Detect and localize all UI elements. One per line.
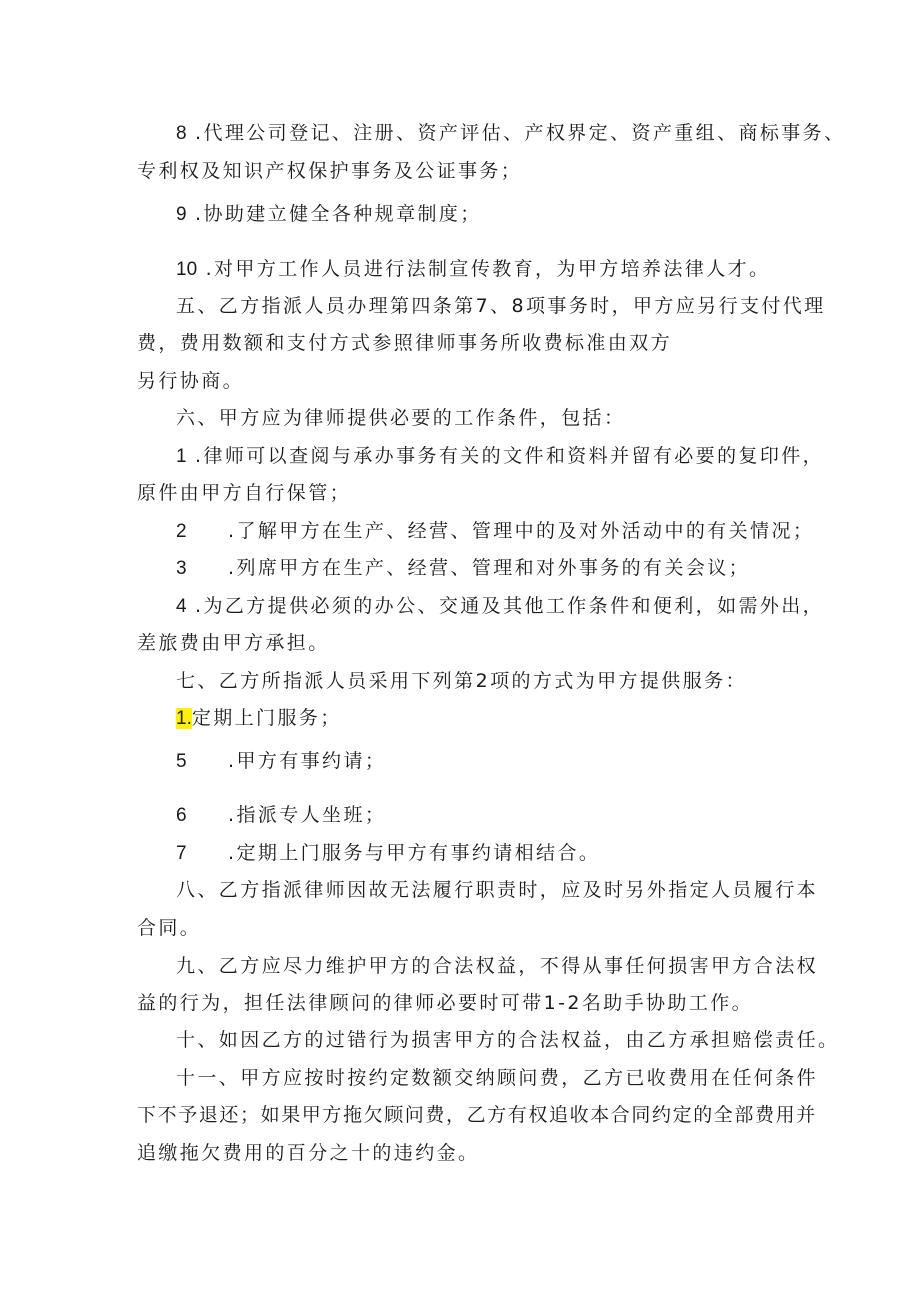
clause-10 <box>176 260 770 279</box>
line-text: 五、乙方指派人员办理第四条第7、8项事务时，甲方应另行支付代理 <box>176 295 826 317</box>
section-6-item-2 <box>176 522 814 541</box>
line-text: .列席甲方在生产、经营、管理和对外事务的有关会议； <box>228 557 751 579</box>
item-number: 10 <box>176 259 198 280</box>
item-number: 5 <box>176 751 187 772</box>
section-8-cont <box>137 919 201 938</box>
section-6-item-4 <box>176 597 824 616</box>
section-6 <box>176 409 625 428</box>
item-number: 1 <box>176 446 187 467</box>
line-text: 费，费用数额和支付方式参照律师事务所收费标准由双方 <box>137 332 673 354</box>
line-text: 差旅费由甲方承担。 <box>137 632 330 654</box>
section-5 <box>176 297 826 316</box>
section-11-cont <box>137 1106 817 1125</box>
section-10 <box>176 1031 839 1050</box>
item-number: 6 <box>176 805 187 826</box>
item-number: 4 <box>176 596 187 617</box>
section-9 <box>176 957 818 976</box>
section-6-item-4-cont <box>137 634 330 653</box>
clause-8 <box>176 124 845 143</box>
line-text: 另行协商。 <box>137 370 245 392</box>
section-11-cont-2 <box>137 1144 479 1163</box>
line-text: 十一、甲方应按时按约定数额交纳顾问费，乙方已收费用在任何条件 <box>176 1067 819 1089</box>
line-text: 下不予退还；如果甲方拖欠顾问费，乙方有权追收本合同约定的全部费用并 <box>137 1104 817 1126</box>
line-text: .了解甲方在生产、经营、管理中的及对外活动中的有关情况； <box>228 520 815 542</box>
line-text: 十、如因乙方的过错行为损害甲方的合法权益，由乙方承担赔偿责任。 <box>176 1029 840 1051</box>
line-text: .代理公司登记、注册、资产评估、产权界定、资产重组、商标事务、 <box>195 122 846 144</box>
item-number: 9 <box>176 204 187 225</box>
section-11 <box>176 1069 818 1088</box>
section-9-cont <box>137 994 753 1013</box>
line-text: 专利权及知识产权保护事务及公证事务； <box>137 160 523 182</box>
section-6-item-1 <box>176 447 824 466</box>
clause-9 <box>176 205 482 224</box>
line-text: 七、乙方所指派人员采用下列第2项的方式为甲方提供服务： <box>176 670 747 692</box>
section-7 <box>176 672 747 691</box>
line-text: .协助建立健全各种规章制度； <box>195 203 482 225</box>
line-text: .定期上门服务与甲方有事约请相结合。 <box>228 842 601 864</box>
clause-8-cont <box>137 162 522 181</box>
line-text: 合同。 <box>137 917 202 939</box>
section-5-cont-2 <box>137 372 244 391</box>
highlighted-item-number: 1. <box>176 708 192 729</box>
item-number: 2 <box>176 521 187 542</box>
line-text: .甲方有事约请； <box>228 750 387 772</box>
section-7-item-7 <box>176 844 600 863</box>
section-5-cont <box>137 334 672 353</box>
line-text: 九、乙方应尽力维护甲方的合法权益，不得从事任何损害甲方合法权 <box>176 955 819 977</box>
line-text: .指派专人坐班； <box>228 804 387 826</box>
item-number: 7 <box>176 843 187 864</box>
section-8 <box>176 881 818 900</box>
line-text: 六、甲方应为律师提供必要的工作条件，包括： <box>176 407 626 429</box>
line-text: 原件由甲方自行保管； <box>137 482 352 504</box>
line-text: .为乙方提供必须的办公、交通及其他工作条件和便利，如需外出， <box>195 595 825 617</box>
line-text: .律师可以查阅与承办事务有关的文件和资料并留有必要的复印件， <box>195 445 825 467</box>
line-text: 定期上门服务； <box>191 707 342 729</box>
section-7-item-5 <box>176 752 386 771</box>
item-number: 3 <box>176 558 187 579</box>
line-text: 八、乙方指派律师因故无法履行职责时，应及时另外指定人员履行本 <box>176 879 819 901</box>
section-7-item-1 <box>176 709 342 728</box>
line-text: .对甲方工作人员进行法制宣传教育，为甲方培养法律人才。 <box>205 258 771 280</box>
item-number: 8 <box>176 123 187 144</box>
line-text: 益的行为，担任法律顾问的律师必要时可带1-2名助手协助工作。 <box>137 992 754 1014</box>
section-6-item-1-cont <box>137 484 351 503</box>
section-6-item-3 <box>176 559 750 578</box>
line-text: 追缴拖欠费用的百分之十的违约金。 <box>137 1142 480 1164</box>
section-7-item-6 <box>176 806 386 825</box>
